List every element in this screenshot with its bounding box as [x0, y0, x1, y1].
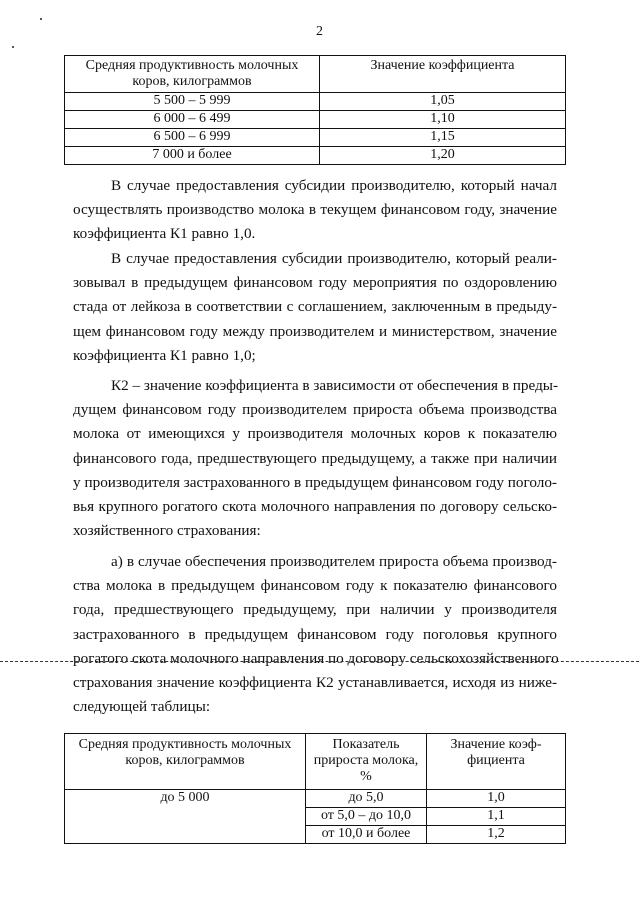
table-cell: 1,0: [427, 790, 566, 808]
paragraph-k2-definition: [73, 374, 557, 543]
text-line: стада от лейкоза в соответствии с соглашением, заключенным в предыду-: [73, 298, 557, 316]
table-header-cell: Средняя продуктивность молочных коров, килограммов: [65, 56, 320, 93]
text-line: застрахованного в предыдущем финансовом году поголовья крупного: [73, 625, 557, 643]
text-line: хозяйственного страхования:: [73, 522, 261, 540]
table-header-cell: Значение коэф-фициента: [427, 734, 566, 790]
table-cell: 6 000 – 6 499: [65, 111, 320, 129]
text-line: коэффициента К1 равно 1,0;: [73, 346, 256, 364]
table-row: [65, 790, 566, 808]
text-line: коэффициента К1 равно 1,0.: [73, 225, 256, 243]
table-row: [65, 93, 566, 111]
text-line: В случае предоставления субсидии производителю, который начал: [111, 177, 557, 194]
table-header-row: [65, 56, 566, 93]
text-line: вья крупного рогатого скота молочного направления по договору сельско-: [73, 498, 557, 516]
text-line: страхования значение коэффициента К2 устанавливается, исходя из ниже-: [73, 674, 557, 692]
text-line: щем финансовом году между производителем и министерством, значение: [73, 322, 557, 340]
scan-fold-line: [0, 661, 639, 662]
table-cell: до 5,0: [306, 790, 427, 808]
table-header-cell: Средняя продуктивность молочных коров, килограммов: [65, 734, 306, 790]
table-row: [65, 147, 566, 165]
table-cell: 1,2: [427, 826, 566, 844]
growth-coefficient-table: [64, 733, 566, 844]
table-header-cell: Показатель прироста молока, %: [306, 734, 427, 790]
text-line: зовывал в предыдущем финансовом году мероприятия по оздоровлению: [73, 274, 557, 292]
text-line: рогатого скота молочного направления по договору сельскохозяйственного: [73, 649, 559, 667]
table-header-cell: Значение коэффициента: [320, 56, 566, 93]
paragraph-k1-leukosis: [73, 247, 557, 368]
text-line: года, предшествующего предыдущему, при наличии у производителя: [73, 601, 557, 619]
table-row: [65, 111, 566, 129]
table-cell: от 10,0 и более: [306, 826, 427, 844]
table-cell: 1,1: [427, 808, 566, 826]
table-row: [65, 129, 566, 147]
paragraph-k1-new-producer: [73, 174, 557, 247]
table-cell: 1,20: [320, 147, 566, 165]
table-cell: 5 500 – 5 999: [65, 93, 320, 111]
table-cell: 7 000 и более: [65, 147, 320, 165]
table-cell: от 5,0 – до 10,0: [306, 808, 427, 826]
text-line: дущем финансовом году производителем прироста объема производства: [73, 401, 557, 419]
text-line: В случае предоставления субсидии производителю, который реали-: [111, 250, 557, 267]
table-cell: до 5 000: [65, 790, 306, 844]
paragraph-k2-case-a: [73, 550, 557, 719]
productivity-coefficient-table: [64, 55, 566, 165]
table-cell: 1,15: [320, 129, 566, 147]
text-line: К2 – значение коэффициента в зависимости от обеспечения в преды-: [111, 377, 559, 394]
text-line: следующей таблицы:: [73, 698, 211, 716]
table-cell: 1,10: [320, 111, 566, 129]
text-line: а) в случае обеспечения производителем прироста объема производ-: [111, 553, 557, 570]
table-header-row: [65, 734, 566, 790]
scan-speck: [12, 46, 14, 48]
text-line: молока от имеющихся у производителя молочных коров к показателю: [73, 425, 557, 443]
text-line: осуществлять производство молока в текущем финансовом году, значение: [73, 201, 557, 219]
text-line: ства молока в предыдущем финансовом году к показателю финансового: [73, 577, 557, 595]
page-number: 2: [316, 24, 323, 39]
table-cell: 1,05: [320, 93, 566, 111]
text-line: у производителя застрахованного в предыдущем финансовом году поголо-: [73, 473, 557, 491]
scan-speck: [40, 18, 42, 20]
text-line: финансового года, предшествующего предыдущему, а также при наличии: [73, 449, 557, 467]
table-cell: 6 500 – 6 999: [65, 129, 320, 147]
